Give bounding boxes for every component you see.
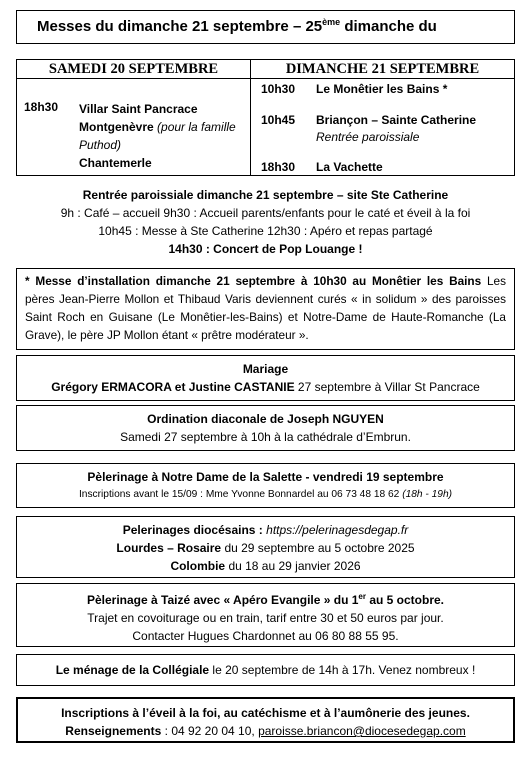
- mariage-details: 27 septembre à Villar St Pancrace: [294, 380, 480, 394]
- title-text: Messes du dimanche 21 septembre – 25: [37, 18, 323, 35]
- contact-line-1: Inscriptions à l’éveil à la foi, au catéchisme et à l’aumônerie des jeunes.: [61, 706, 470, 720]
- salette-box: [16, 463, 515, 508]
- taize-line-1: Trajet en covoiturage ou en train, tarif entre 30 et 50 euros par jour.: [87, 611, 444, 625]
- place-note: (pour la famille Puthod): [79, 120, 236, 152]
- sunday-place-1: Le Monêtier les Bains *: [316, 82, 448, 96]
- menage-title: Le ménage de la Collégiale: [55, 663, 210, 677]
- taize-heading: Pèlerinage à Taizé avec « Apéro Evangile » du 1er au 5 octobre.: [86, 592, 445, 607]
- lourdes-title: Lourdes – Rosaire: [116, 541, 222, 555]
- rentree-section: [16, 186, 515, 258]
- taize-box: [16, 583, 515, 647]
- place-chantemerle: Chantemerle: [79, 156, 152, 170]
- page-title: [16, 10, 515, 44]
- salette-heading: Pèlerinage à Notre Dame de la Salette - vendredi 19 septembre: [87, 470, 444, 484]
- saturday-places: [79, 100, 249, 172]
- colombie-line: [17, 557, 514, 575]
- pelerinages-url[interactable]: https://pelerinagesdegap.fr: [266, 523, 409, 537]
- colombie-title: Colombie: [170, 559, 226, 573]
- menage-box: [16, 654, 515, 686]
- mariage-box: [16, 355, 515, 401]
- place-montgenevre: Montgenèvre (pour la famille Puthod): [79, 120, 236, 152]
- mariage-names: Grégory ERMACORA et Justine CASTANIE: [51, 380, 295, 394]
- ordination-details: Samedi 27 septembre à 10h à la cathédrale d’Embrun.: [120, 430, 411, 444]
- rentree-line-1: 9h : Café – accueil 9h30 : Accueil parents/enfants pour le caté et éveil à la foi: [60, 206, 471, 220]
- installation-text: Les pères Jean-Pierre Mollon et Thibaud Varis deviennent curés « in solidum » des paroisses Saint Roch en Guisane (Le Monêtier-les-Bains) et Notre-Dame de Haute-Romanche (La Grave), le père JP Mollon étant « prêtre modérateur ».: [25, 274, 507, 342]
- saturday-time: 18h30: [24, 100, 59, 114]
- menage-text: le 20 septembre de 14h à 17h. Venez nombreux !: [209, 663, 476, 677]
- contact-line-2: [18, 722, 513, 740]
- title-sup: ème: [322, 17, 341, 27]
- taize-line-2: Contacter Hugues Chardonnet au 06 80 88 55 95.: [132, 629, 399, 643]
- contact-email-link[interactable]: paroisse.briancon@diocesedegap.com: [258, 724, 466, 738]
- rentree-line-2: 10h45 : Messe à Ste Catherine 12h30 : Apéro et repas partagé: [98, 224, 433, 238]
- installation-box: [16, 268, 515, 350]
- sunday-header: DIMANCHE 21 SEPTEMBRE: [250, 60, 515, 79]
- pelerinages-label: Pelerinages diocésains :: [122, 523, 267, 537]
- contact-label: Renseignements: [65, 724, 162, 738]
- sunday-time-1: 10h30: [261, 82, 296, 96]
- sunday-place-3: La Vachette: [316, 160, 383, 174]
- saturday-header: SAMEDI 20 SEPTEMBRE: [17, 60, 250, 79]
- salette-hours: (18h - 19h): [402, 489, 453, 500]
- sunday-place-2: Briançon – Sainte Catherine: [316, 113, 477, 127]
- mass-schedule-table: [16, 59, 515, 176]
- place-villar: Villar Saint Pancrace: [79, 102, 198, 116]
- ordination-box: [16, 405, 515, 451]
- contact-text: [18, 699, 513, 740]
- salette-details: Inscriptions avant le 15/09 : Mme Yvonne Bonnardel au 06 73 48 18 62: [78, 489, 403, 500]
- mariage-line: [17, 378, 514, 396]
- salette-line: [17, 486, 514, 504]
- lourdes-line: [17, 539, 514, 557]
- contact-box: [16, 697, 515, 743]
- lourdes-dates: du 29 septembre au 5 octobre 2025: [221, 541, 415, 555]
- pelerinages-box: [16, 516, 515, 578]
- title-text-end: dimanche du: [340, 18, 437, 35]
- mariage-heading: Mariage: [242, 362, 289, 376]
- pelerinages-line: [17, 521, 514, 539]
- installation-heading: * Messe d’installation dimanche 21 septembre à 10h30 au Monêtier les Bains: [25, 274, 482, 288]
- column-divider: [250, 60, 251, 175]
- sunday-time-2: 10h45: [261, 113, 296, 127]
- colombie-dates: du 18 au 29 janvier 2026: [225, 559, 361, 573]
- sunday-time-3: 18h30: [261, 160, 296, 174]
- sunday-note-2: Rentrée paroissiale: [316, 130, 420, 144]
- rentree-line-3: 14h30 : Concert de Pop Louange !: [168, 242, 363, 256]
- contact-phone: : 04 92 20 04 10,: [161, 724, 259, 738]
- ordination-heading: Ordination diaconale de Joseph NGUYEN: [147, 412, 384, 426]
- rentree-heading: Rentrée paroissiale dimanche 21 septembre – site Ste Catherine: [82, 188, 449, 202]
